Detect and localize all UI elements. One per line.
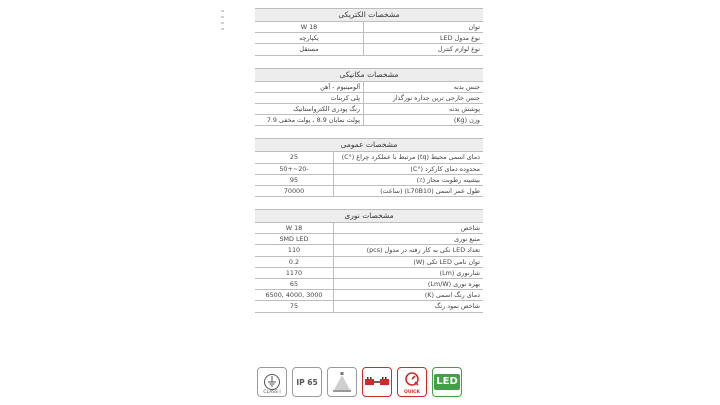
spec-label: پوشش بدنه: [363, 104, 483, 114]
led-label: LED: [434, 374, 460, 390]
quick-install-badge: [397, 367, 427, 397]
earth-ground-icon: [263, 373, 281, 391]
spec-value: 18 W: [285, 224, 303, 233]
spec-row: [255, 245, 483, 256]
spec-label: بیشینه رطوبت مجاز (٪): [333, 175, 483, 185]
margin-marks: [221, 10, 225, 34]
spec-value: -20~+50: [279, 164, 309, 173]
quick-icon: [404, 371, 420, 387]
spec-row: [255, 33, 483, 44]
spec-value: 25: [289, 153, 299, 162]
spec-value: یکپارچه: [299, 34, 319, 43]
spec-row: [255, 290, 483, 301]
spec-label: توان نامی LED تکی (W): [333, 257, 483, 267]
spec-value: 75: [289, 302, 299, 311]
section-mechanical: [255, 68, 483, 127]
spec-label: دمای اسمی محیط (tq) مرتبط با عملکرد چراغ (°C): [333, 152, 483, 162]
light-beam-badge: [327, 367, 357, 397]
section-optical: [255, 209, 483, 313]
spec-label: دمای رنگ اسمی (K): [333, 290, 483, 300]
spec-value: مستقل: [299, 45, 319, 54]
spec-label: محدوده دمای کارکرد (°C): [333, 164, 483, 174]
spec-label: نوع لوازم کنترل: [363, 44, 483, 54]
spec-label: منبع نوری: [333, 234, 483, 244]
spec-value: رنگ پودری الکترواستاتیک: [293, 104, 360, 113]
certification-badges: [257, 367, 462, 397]
cable-connector-badge: [362, 367, 392, 397]
spec-sheet: [255, 8, 483, 325]
spec-row: [255, 257, 483, 268]
ip-rating-badge: [292, 367, 322, 397]
section-title: مشخصات نوری: [255, 209, 483, 223]
spec-row: [255, 115, 483, 126]
spec-label: شاخص نمود رنگ: [333, 301, 483, 311]
section-title: مشخصات مکانیکی: [255, 68, 483, 82]
spec-row: [255, 104, 483, 115]
spec-row: [255, 186, 483, 197]
spec-value: 110: [287, 246, 301, 255]
spec-row: [255, 175, 483, 186]
spec-value: SMD LED: [279, 235, 309, 244]
spec-value: 3000 ,4000 ,6500: [265, 291, 323, 300]
spec-row: [255, 301, 483, 312]
spec-label: توان: [363, 22, 483, 32]
ip-rating-label: IP 65: [296, 377, 318, 387]
quick-label: QUICK: [404, 390, 420, 395]
spec-label: شارنوری (Lm): [333, 268, 483, 278]
spec-value: 18 W: [300, 23, 318, 31]
spec-label: شاخص: [333, 223, 483, 233]
spec-value: پولت نمایان 8.9 ، پولت مخفی 7.9: [266, 116, 360, 125]
led-badge: [432, 367, 462, 397]
spec-row: [255, 279, 483, 290]
spec-row: [255, 152, 483, 163]
light-beam-icon: [330, 370, 354, 394]
spec-value: 70000: [283, 186, 305, 195]
spec-label: وزن (Kg): [363, 115, 483, 125]
section-general: [255, 138, 483, 197]
spec-label: نوع مدول LED: [363, 33, 483, 43]
spec-row: [255, 93, 483, 104]
spec-value: 1170: [285, 268, 303, 277]
spec-row: [255, 82, 483, 93]
spec-label: بهره نوری (Lm/W): [333, 279, 483, 289]
spec-value: آلومینیوم - آهن: [320, 82, 360, 91]
spec-row: [255, 223, 483, 234]
spec-row: [255, 44, 483, 55]
spec-row: [255, 22, 483, 33]
spec-value: 95: [289, 175, 299, 184]
class1-label: CLASS I: [263, 390, 281, 395]
spec-value: 65: [289, 280, 299, 288]
spec-label: جنس بدنه: [363, 82, 483, 92]
spec-value: 0.2: [288, 257, 300, 266]
spec-label: تعداد LED تکی به کار رفته در مدول (pcs): [333, 245, 483, 255]
spec-row: [255, 234, 483, 245]
spec-label: طول عمر اسمی (L70B10) (ساعت): [333, 186, 483, 196]
class1-badge: [257, 367, 287, 397]
spec-row: [255, 164, 483, 175]
section-title: مشخصات الکتریکی: [255, 8, 483, 22]
spec-label: جنس خارجی ترین جداره نورگذار: [363, 93, 483, 103]
spec-row: [255, 268, 483, 279]
section-title: مشخصات عمومی: [255, 138, 483, 152]
section-electrical: [255, 8, 483, 56]
spec-value: پلی کربنات: [330, 93, 360, 102]
connector-icon: [364, 374, 390, 390]
